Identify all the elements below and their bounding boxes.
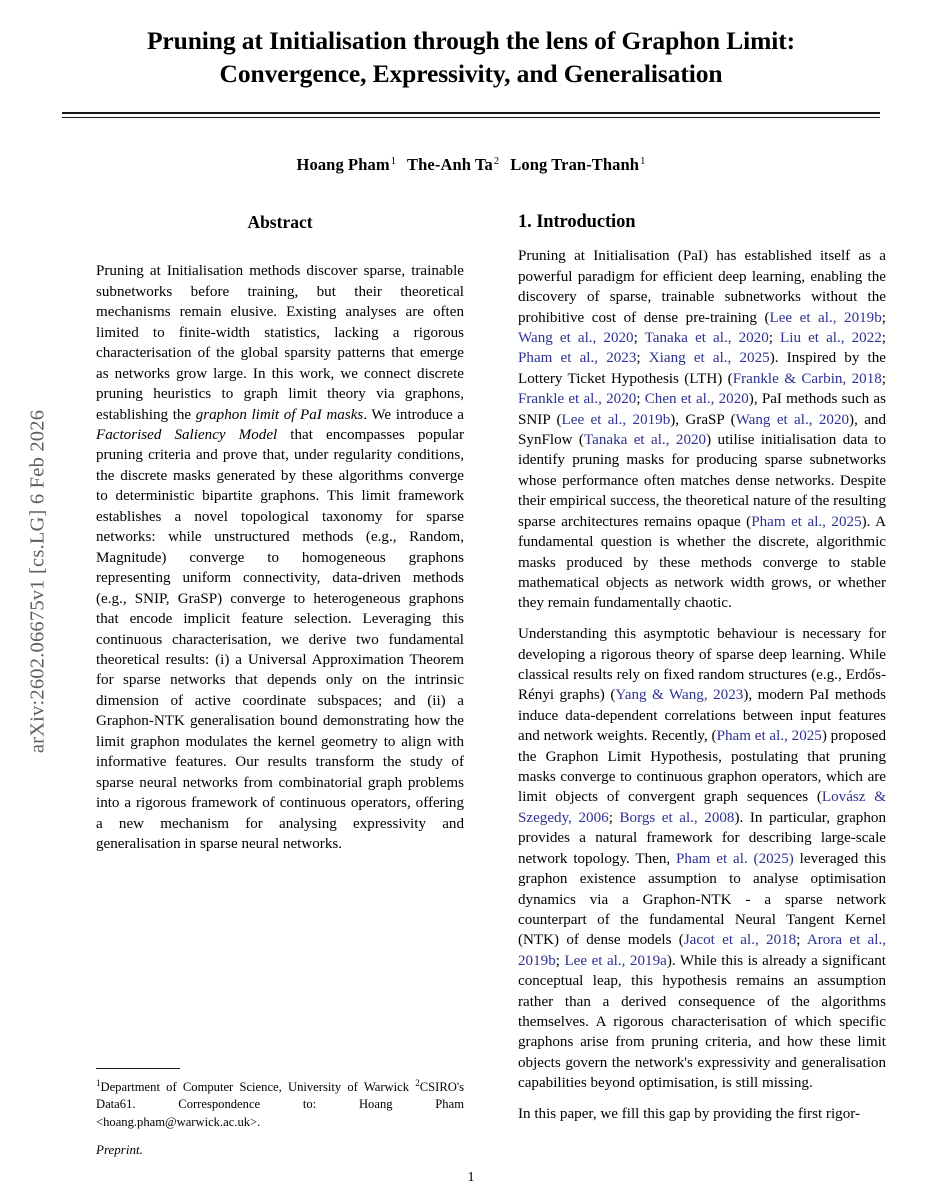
right-column [518,212,886,1124]
title-line-2: Convergence, Expressivity, and Generalisation [219,59,723,88]
footnote-text-2: CSIRO's Data61. Correspondence to: Hoang Pham <hoang.pham@warwick.ac.uk>. [96,1080,464,1129]
author-3 [510,155,645,174]
introduction-paragraph-2 [518,624,886,1093]
citation-link[interactable]: Frankle et al., 2020 [518,391,637,408]
intro-p1-text-11: ), GraSP ( [670,411,736,428]
intro-p1-text-9: ; [636,391,645,408]
footnote-block [96,1075,464,1131]
citation-link[interactable]: Lovász & Szegedy, 2006 [518,789,886,826]
intro-p2-text-8: ; [555,952,565,969]
intro-p2-text-6: leveraged this graphon existence assumption to analyse optimisation dynamics via a Graphon-NTK - a sparse network counterpart of the fundamental Neural Tangent Kernel (NTK) of dense models ( [518,850,886,949]
citation-link[interactable]: Wang et al., 2020 [518,330,634,347]
citation-link[interactable]: Chen et al., 2020 [644,391,749,408]
intro-p2-text-9: ). While this is already a significant conceptual leap, this hypothesis remains an assumption rather than a derived consequence of the algorithms themselves. A rigorous characterisation of which specific graphons arise from pruning criteria, and how these limit objects govern the network's expressivity and generalisation capabilities beyond optimisation, is still missing. [518,952,886,1092]
author-3-name: Long Tran-Thanh [510,155,640,174]
left-column [96,212,464,855]
intro-p1-text-5: ; [881,330,886,347]
section-heading-introduction: 1. Introduction [518,212,636,232]
author-3-affiliation-mark: 1 [640,155,646,167]
citation-link[interactable]: Lee et al., 2019a [564,952,667,969]
footnote-mark-2: 2 [415,1078,420,1088]
citation-link[interactable]: Tanaka et al., 2020 [644,330,769,347]
abstract-body [96,261,464,854]
citation-link[interactable]: Liu et al., 2022 [780,330,882,347]
title-block [62,24,880,90]
intro-p1-text-12: ), and SynFlow ( [518,411,886,449]
footnote-text-1: Department of Computer Science, University of Warwick [100,1080,416,1095]
footnote-rule [96,1068,180,1069]
citation-link[interactable]: Tanaka et al., 2020 [583,432,707,449]
author-2-affiliation-mark: 2 [493,155,500,167]
title-rule-thin [62,117,880,118]
page-title [62,24,880,90]
author-1-name: Hoang Pham [296,155,390,174]
abstract-heading: Abstract [247,212,313,232]
author-1-affiliation-mark: 1 [390,155,397,167]
author-2-name: The-Anh Ta [407,155,493,174]
abstract-italic-1: graphon limit of PaI masks [195,406,364,423]
intro-p2-text-7: ; [796,932,807,949]
intro-p1-text-10: ), PaI methods such as SNIP ( [518,391,887,428]
intro-p1-text-14: ). A fundamental question is whether the discrete, algorithmic masks produced by these methods converge to stable mathematical objects as network width grows, or whether they remain fundamentally chaotic. [518,513,886,612]
citation-link[interactable]: Wang et al., 2020 [735,411,850,428]
intro-p2-text-4: ; [608,809,620,826]
intro-p1-text-7: ). Inspired by the Lottery Ticket Hypothesis (LTH) ( [518,350,886,387]
introduction-paragraph-1 [518,246,886,613]
intro-p2-text-2: ), modern PaI methods induce data-dependent correlations between input features and network weights. Recently, ( [518,687,886,745]
citation-link[interactable]: Pham et al., 2025 [716,728,822,745]
author-list [62,155,880,175]
introduction-body [518,246,886,1124]
abstract-paragraph [96,261,464,854]
intro-p2-text-1: Understanding this asymptotic behaviour is necessary for developing a rigorous theory of sparse deep learning. While classical results rely on fixed random structures (e.g., Erdős-Rényi graphs) ( [518,626,886,704]
intro-p1-text-8: ; [881,370,886,387]
intro-p1-text-4: ; [768,330,781,347]
abstract-text-2: . We introduce a [363,406,464,423]
citation-link[interactable]: Jacot et al., 2018 [683,932,797,949]
citation-link[interactable]: Pham et al., 2023 [518,350,637,367]
citation-link[interactable]: Arora et al., 2019b [518,932,886,969]
intro-p2-text-3: ) proposed the Graphon Limit Hypothesis, postulating that pruning masks converge to continuous graphon operators, which are limit objects of convergent graph sequences ( [518,728,887,806]
title-line-1: Pruning at Initialisation through the lens of Graphon Limit: [146,26,796,55]
citation-link[interactable]: Pham et al. (2025) [676,850,794,867]
intro-p1-text-1: Pruning at Initialisation (PaI) has established itself as a powerful paradigm for efficient deep learning, enabling the discovery of sparse, trainable subnetworks without the prohibitive cost of dense pre-training ( [518,248,886,326]
abstract-text-3: that encompasses popular pruning criteria and prove that, under regularity conditions, the discrete masks generated by these algorithms converge to deterministic bipartite graphons. This limit framework establishes a novel topological taxonomy for sparse networks: while unstructured methods (e.g., Random, Magnitude) converge to homogeneous graphons representing uniform connectivity, data-driven methods (e.g., SNIP, GraSP) converge to heterogeneous graphons that encode implicit feature selection. Leveraging this continuous characterisation, we derive two fundamental theoretical results: (i) a Universal Approximation Theorem for sparse networks that depends only on the intrinsic dimension of active coordinate subspaces; and (ii) a Graphon-NTK generalisation bound demonstrating how the limit graphon modulates the kernel geometry to align with informative features. Our results transform the study of sparse neural networks from combinatorial graph problems into a rigorous framework of continuous operators, offering a new mechanism for analysing expressivity and generalisation in sparse neural networks. [96,427,464,853]
footnote-mark-1: 1 [96,1078,101,1088]
author-1 [297,155,397,174]
introduction-paragraph-3: In this paper, we fill this gap by providing the first rigor- [518,1106,860,1123]
title-rule-thick [62,112,880,114]
citation-link[interactable]: Lee et al., 2019b [769,309,882,326]
intro-p2-text-5: ). In particular, graphon provides a natural framework for describing large-scale network topology. Then, [518,809,886,867]
citation-link[interactable]: Frankle & Carbin, 2018 [732,370,882,387]
intro-p1-text-13: ) utilise initialisation data to identify pruning masks for producing sparse subnetworks whose performance often matches dense networks. Despite their empirical success, the theoretical nature of the resulting sparse architectures remains opaque ( [518,432,887,530]
arxiv-identifier-stamp: arXiv:2602.06675v1 [cs.LG] 6 Feb 2026 [26,409,49,754]
citation-link[interactable]: Lee et al., 2019b [561,411,671,428]
preprint-label: Preprint. [96,1142,143,1157]
citation-link[interactable]: Xiang et al., 2025 [648,350,770,367]
citation-link[interactable]: Borgs et al., 2008 [619,809,735,826]
abstract-italic-2: Factorised Saliency Model [96,427,278,444]
citation-link[interactable]: Pham et al., 2025 [751,513,862,530]
intro-p1-text-3: ; [633,330,645,347]
intro-p1-text-6: ; [636,350,649,367]
citation-link[interactable]: Yang & Wang, 2023 [615,687,744,704]
abstract-text-1: Pruning at Initialisation methods discover sparse, trainable subnetworks before training, but their theoretical mechanisms remain elusive. Existing analyses are often limited to finite-width statistics, lacking a rigorous characterisation of the global sparsity patterns that emerge as networks grow large. In this work, we connect discrete pruning heuristics to graph limit theory via graphons, establishing the [96,263,464,423]
intro-p1-text-2: ; [881,309,886,326]
page-number: 1 [467,1170,475,1185]
author-2 [407,155,499,174]
